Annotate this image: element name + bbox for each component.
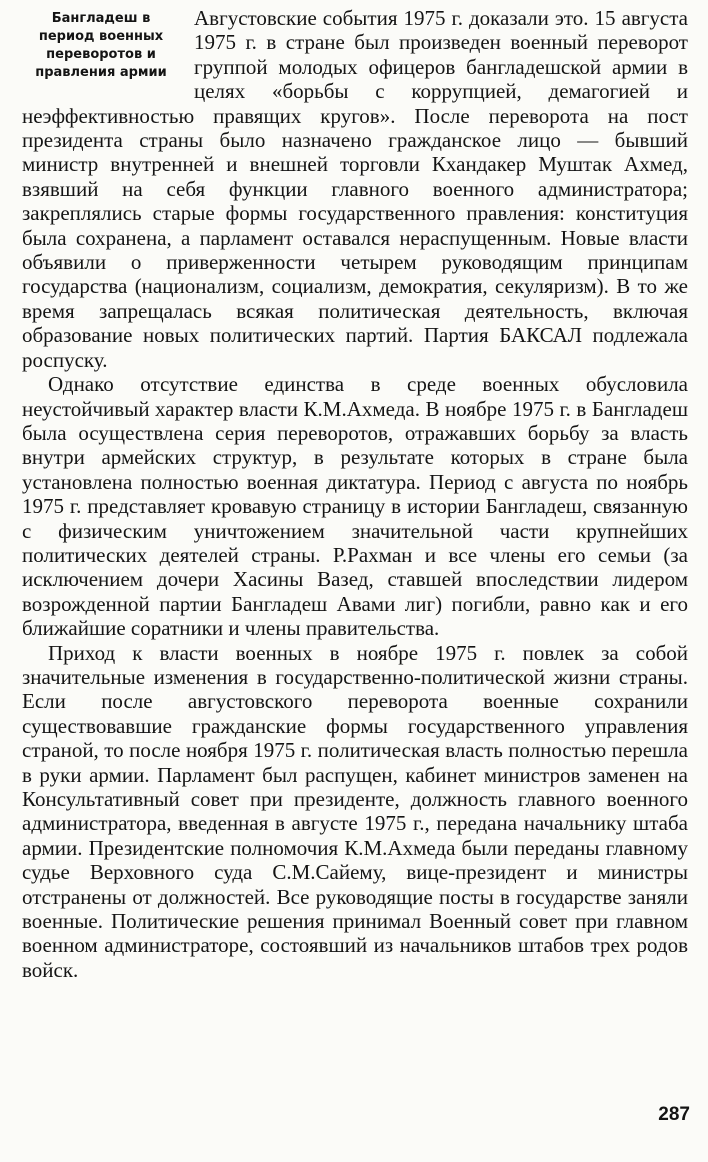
paragraph-1: Августовские события 1975 г. доказали это. 15 августа 1975 г. в стране был произведен военный переворот группой молодых офицеров бангладешской армии в целях «борьбы с коррупцией, демагогией и неэффективностью правящих кругов». После переворота на пост президента страны было назначено гражданское лицо — бывший министр внутренней и внешней торговли Кхандакер Муштак Ахмед, взявший на себя функции главного военного администратора; закреплялись старые формы государственного правления: конституция была сохранена, а парламент оставался нераспущенным. Новые власти объявили о приверженности четырем руководящим принципам государства (национализм, социализм, демократия, секуляризм). В то же время запрещалась всякая политическая деятельность, включая образование новых политических партий. Партия БАКСАЛ подлежала роспуску. (22, 6, 688, 372)
paragraph-2: Однако отсутствие единства в среде военных обусловила неустойчивый характер власти К.М.Ахмеда. В ноябре 1975 г. в Бангладеш была осуществлена серия переворотов, отражавших борьбу за власть внутри армейских структур, в результате которых в стране была установлена полностью военная диктатура. Период с августа по ноябрь 1975 г. представляет кровавую страницу в истории Бангладеш, связанную с физическим уничтожением значительной части крупнейших политических деятелей страны. Р.Рахман и все члены его семьи (за исключением дочери Хасины Вазед, ставшей впоследствии лидером возрожденной партии Бангладеш Авами лиг) погибли, равно как и его ближайшие соратники и члены правительства. (22, 372, 688, 641)
page-number: 287 (658, 1104, 690, 1125)
side-heading: Бангладеш в период военных переворотов и правления армии (35, 11, 167, 80)
paragraph-3: Приход к власти военных в ноябре 1975 г. повлек за собой значительные изменения в государственно-политической жизни страны. Если после августовского переворота военные сохранили существовавшие гражданские формы государственного управления страной, то после ноября 1975 г. политическая власть полностью перешла в руки армии. Парламент был распущен, кабинет министров заменен на Консультативный совет при президенте, должность главного военного администратора, введенная в августе 1975 г., передана начальнику штаба армии. Президентские полномочия К.М.Ахмеда были переданы главному судье Верховного суда С.М.Сайему, вице-президент и министры отстранены от должностей. Все руководящие посты в государстве заняли военные. Политические решения принимал Военный совет при главном военном администраторе, состоявший из начальников штабов трех родов войск. (22, 640, 688, 982)
page-content (22, 6, 688, 982)
